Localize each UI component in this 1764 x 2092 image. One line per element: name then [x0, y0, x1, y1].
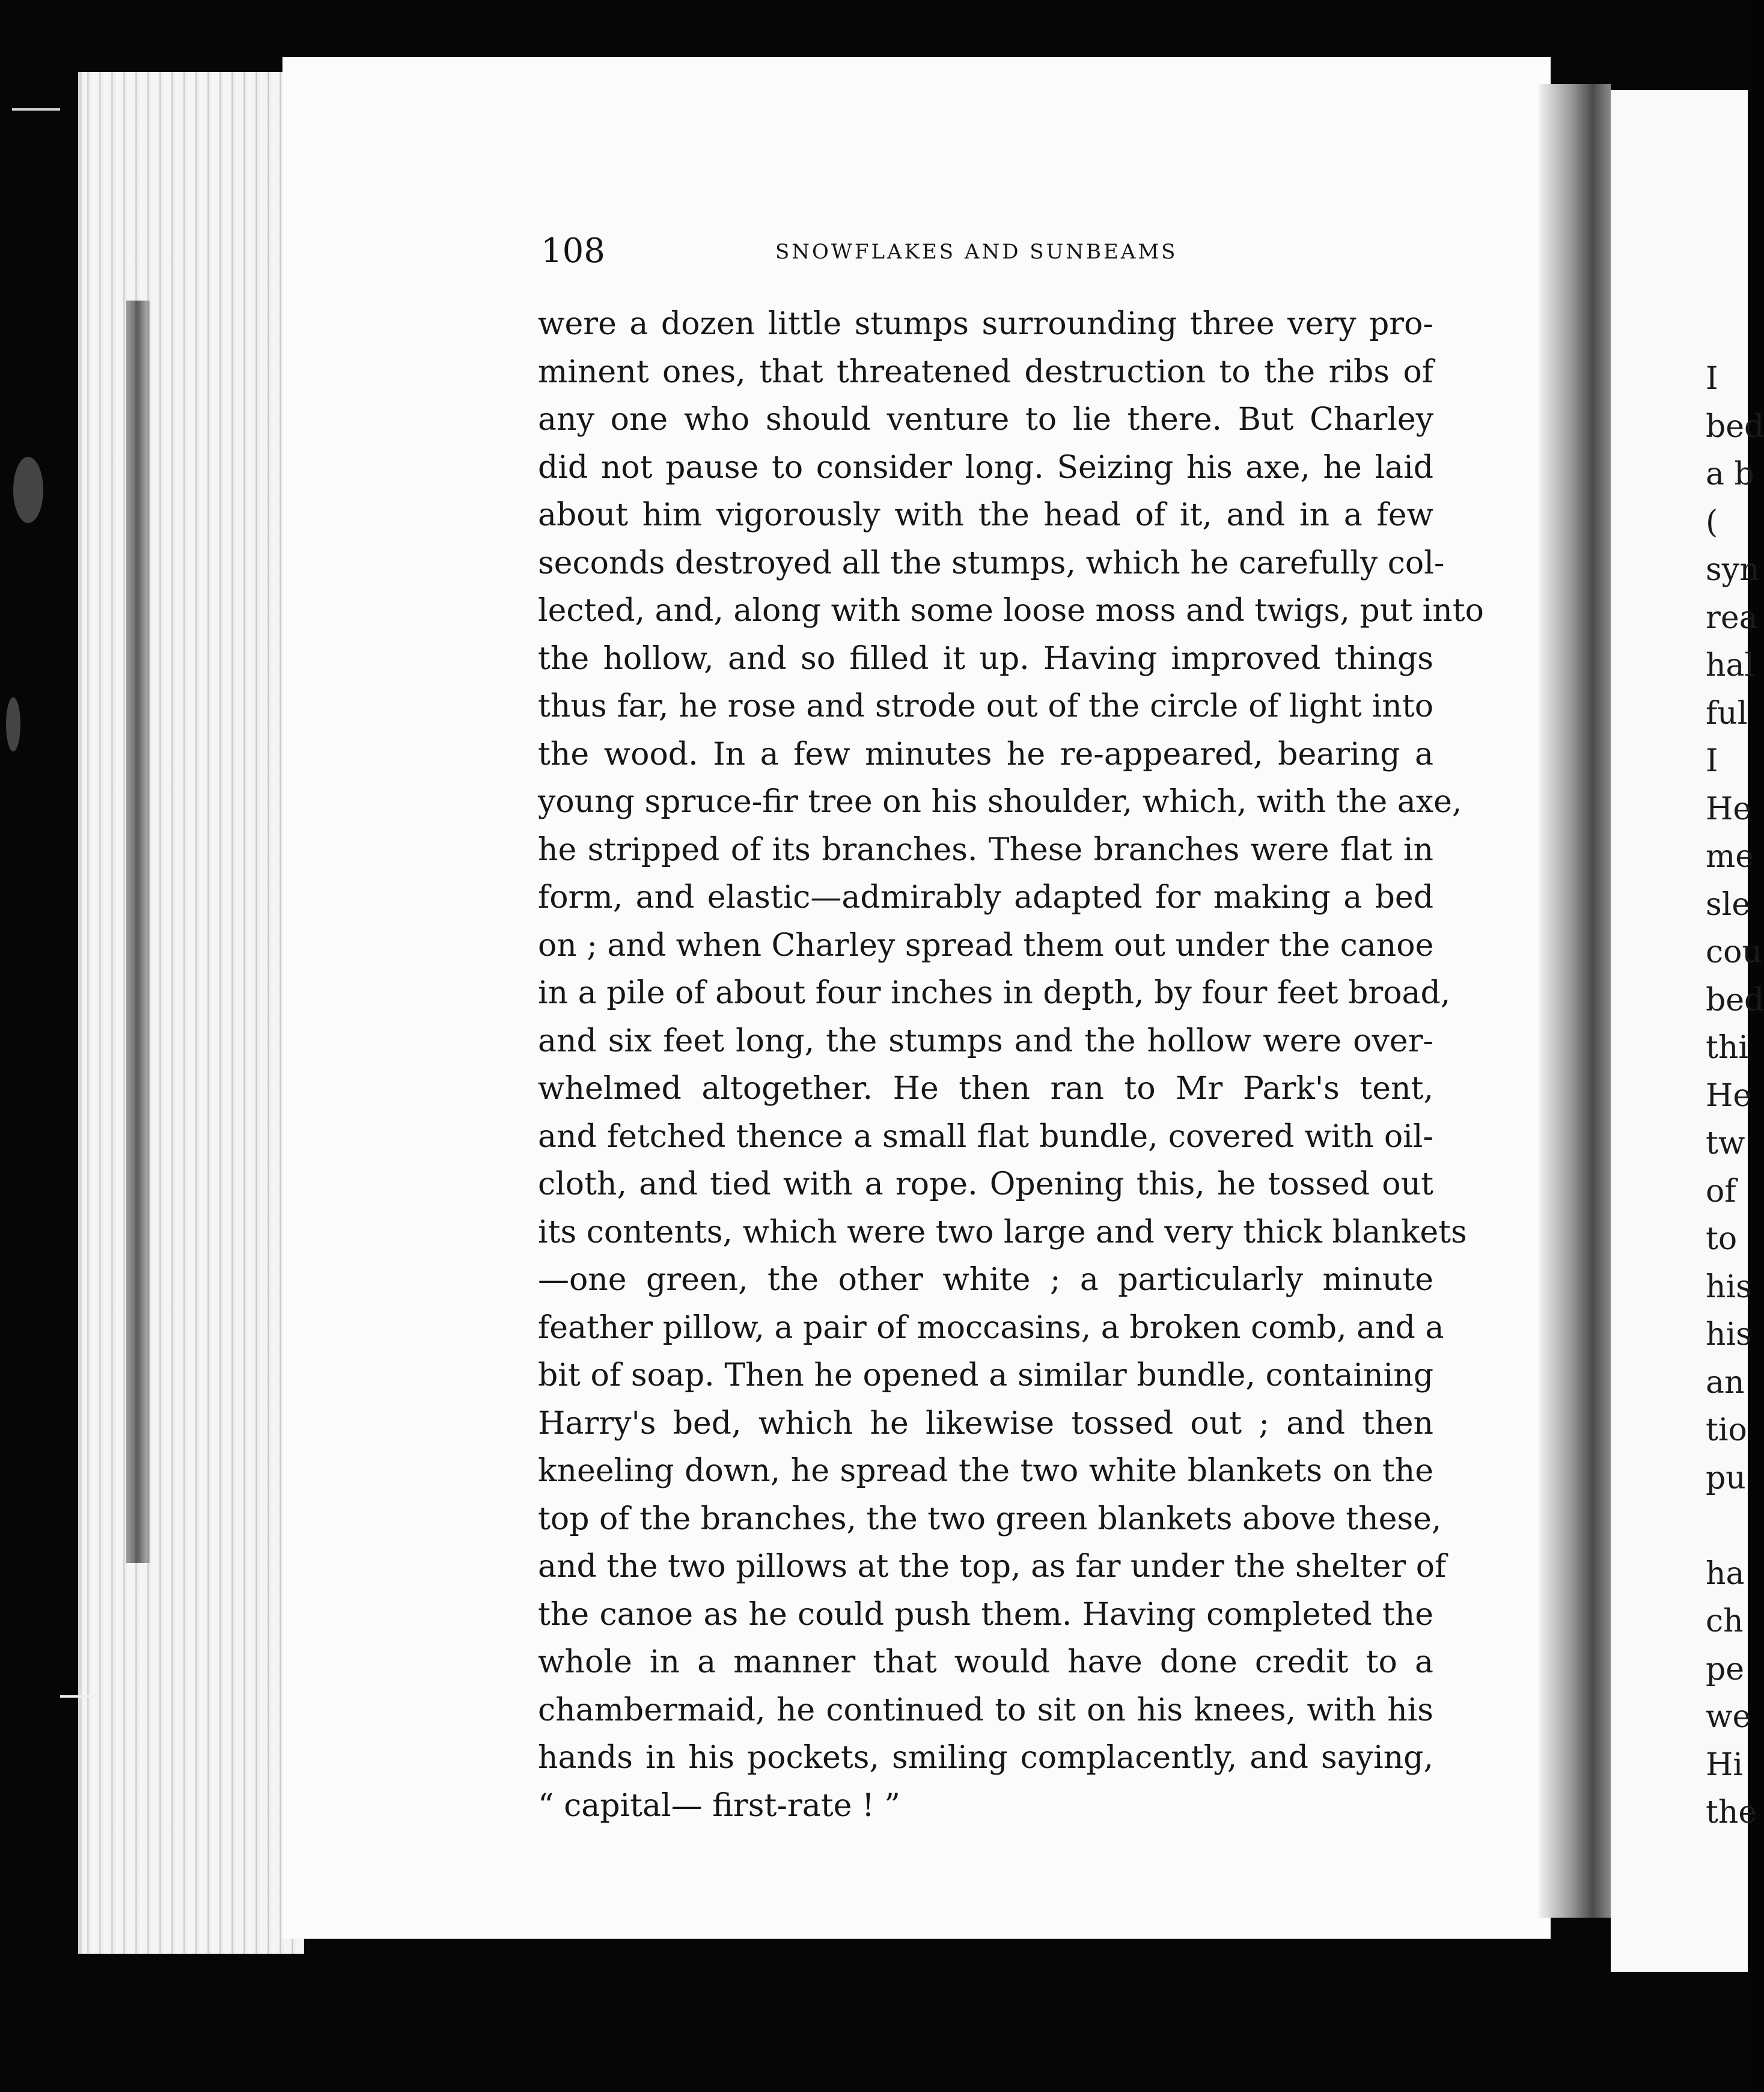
text-line: and fetched thence a small flat bundle, covered with oil- — [538, 1118, 1433, 1155]
text-line: cloth, and tied with a rope. Opening this, he tossed out — [538, 1166, 1433, 1202]
text-line: top of the branches, the two green blankets above these, — [538, 1500, 1442, 1537]
text-line: chambermaid, he continued to sit on his knees, with his — [538, 1692, 1433, 1728]
text-line: minent ones, that threatened destruction to the ribs of — [538, 353, 1433, 390]
facing-line-fragment: ch — [1706, 1603, 1744, 1639]
facing-line-fragment: rea — [1706, 599, 1758, 636]
text-line: the hollow, and so filled it up. Having improved things — [538, 640, 1433, 677]
facing-line-fragment: tio — [1706, 1412, 1747, 1448]
text-line: form, and elastic—admirably adapted for making a bed — [538, 879, 1433, 916]
facing-line-fragment: to — [1706, 1221, 1738, 1257]
facing-line-fragment: the — [1706, 1794, 1757, 1831]
text-line: were a dozen little stumps surrounding three very pro- — [538, 306, 1433, 342]
running-head — [541, 231, 1442, 274]
text-line: Harry's bed, which he likewise tossed out ; and then — [538, 1405, 1433, 1442]
scan-artifact — [13, 457, 43, 523]
running-title: SNOWFLAKES AND SUNBEAMS — [775, 240, 1178, 264]
facing-line-fragment: I — [1706, 743, 1718, 779]
text-line: the canoe as he could push them. Having completed the — [538, 1596, 1433, 1633]
text-line: its contents, which were two large and very thick blankets — [538, 1214, 1467, 1250]
edge-mark — [12, 108, 60, 111]
facing-line-fragment: a b — [1706, 456, 1754, 492]
facing-line-fragment: ( — [1706, 504, 1718, 540]
facing-line-fragment: pu — [1706, 1460, 1746, 1496]
text-line: on ; and when Charley spread them out under the canoe — [538, 927, 1434, 964]
text-line: seconds destroyed all the stumps, which he carefully col- — [538, 545, 1445, 581]
text-line: about him vigorously with the head of it, and in a few — [538, 497, 1433, 533]
page-number: 108 — [541, 231, 605, 271]
text-line: hands in his pockets, smiling complacently, and saying, — [538, 1740, 1433, 1776]
spine-gutter-shadow — [1539, 84, 1611, 1918]
text-line: “ capital— first-rate ! ” — [538, 1787, 900, 1824]
facing-line-fragment: his — [1706, 1317, 1752, 1353]
edge-mark — [60, 1695, 96, 1698]
text-line: —one green, the other white ; a particularly minute — [538, 1262, 1433, 1298]
text-line: and the two pillows at the top, as far under the shelter of — [538, 1549, 1447, 1585]
page-stack-edge — [78, 72, 304, 1954]
text-line: young spruce-fir tree on his shoulder, which, with the axe, — [538, 784, 1462, 820]
facing-line-fragment: tw — [1706, 1125, 1745, 1161]
text-line: lected, and, along with some loose moss and twigs, put into — [538, 593, 1484, 629]
text-line: feather pillow, a pair of moccasins, a broken comb, and a — [538, 1309, 1444, 1346]
text-line: he stripped of its branches. These branches were flat in — [538, 831, 1433, 868]
facing-line-fragment: He — [1706, 1077, 1752, 1114]
text-line: whelmed altogether. He then ran to Mr Park's tent, — [538, 1071, 1433, 1107]
facing-line-fragment: sle — [1706, 886, 1751, 923]
text-line: whole in a manner that would have done credit to a — [538, 1644, 1433, 1680]
facing-line-fragment: hal — [1706, 647, 1755, 684]
facing-line-fragment: syn — [1706, 552, 1760, 588]
facing-line-fragment: me — [1706, 839, 1754, 875]
text-line: the wood. In a few minutes he re-appeared, bearing a — [538, 736, 1433, 772]
facing-line-fragment: cou — [1706, 934, 1762, 970]
body-text — [538, 301, 1484, 1830]
text-line: bit of soap. Then he opened a similar bundle, containing — [538, 1357, 1433, 1393]
text-line: in a pile of about four inches in depth, by four feet broad, — [538, 975, 1451, 1011]
facing-line-fragment: his — [1706, 1268, 1752, 1305]
scan-artifact — [6, 697, 20, 751]
text-line: thus far, he rose and strode out of the circle of light into — [538, 688, 1433, 724]
facing-line-fragment: bed — [1706, 408, 1764, 445]
facing-line-fragment: He — [1706, 791, 1752, 827]
text-line: did not pause to consider long. Seizing his axe, he laid — [538, 449, 1433, 486]
facing-line-fragment: I — [1706, 361, 1718, 397]
facing-line-fragment: an — [1706, 1364, 1745, 1401]
text-line: any one who should venture to lie there. But Charley — [538, 402, 1433, 438]
facing-line-fragment: we — [1706, 1699, 1751, 1735]
facing-line-fragment: pe — [1706, 1651, 1745, 1687]
facing-line-fragment: bed — [1706, 982, 1764, 1018]
text-line: kneeling down, he spread the two white blankets on the — [538, 1453, 1433, 1489]
facing-line-fragment: of — [1706, 1173, 1736, 1210]
page-edge-shadow — [126, 301, 150, 1563]
facing-line-fragment: ful — [1706, 695, 1748, 732]
facing-line-fragment: ha — [1706, 1555, 1745, 1592]
facing-line-fragment: thi — [1706, 1030, 1749, 1066]
facing-line-fragment: Hi — [1706, 1746, 1743, 1783]
text-line: and six feet long, the stumps and the hollow were over- — [538, 1023, 1433, 1059]
